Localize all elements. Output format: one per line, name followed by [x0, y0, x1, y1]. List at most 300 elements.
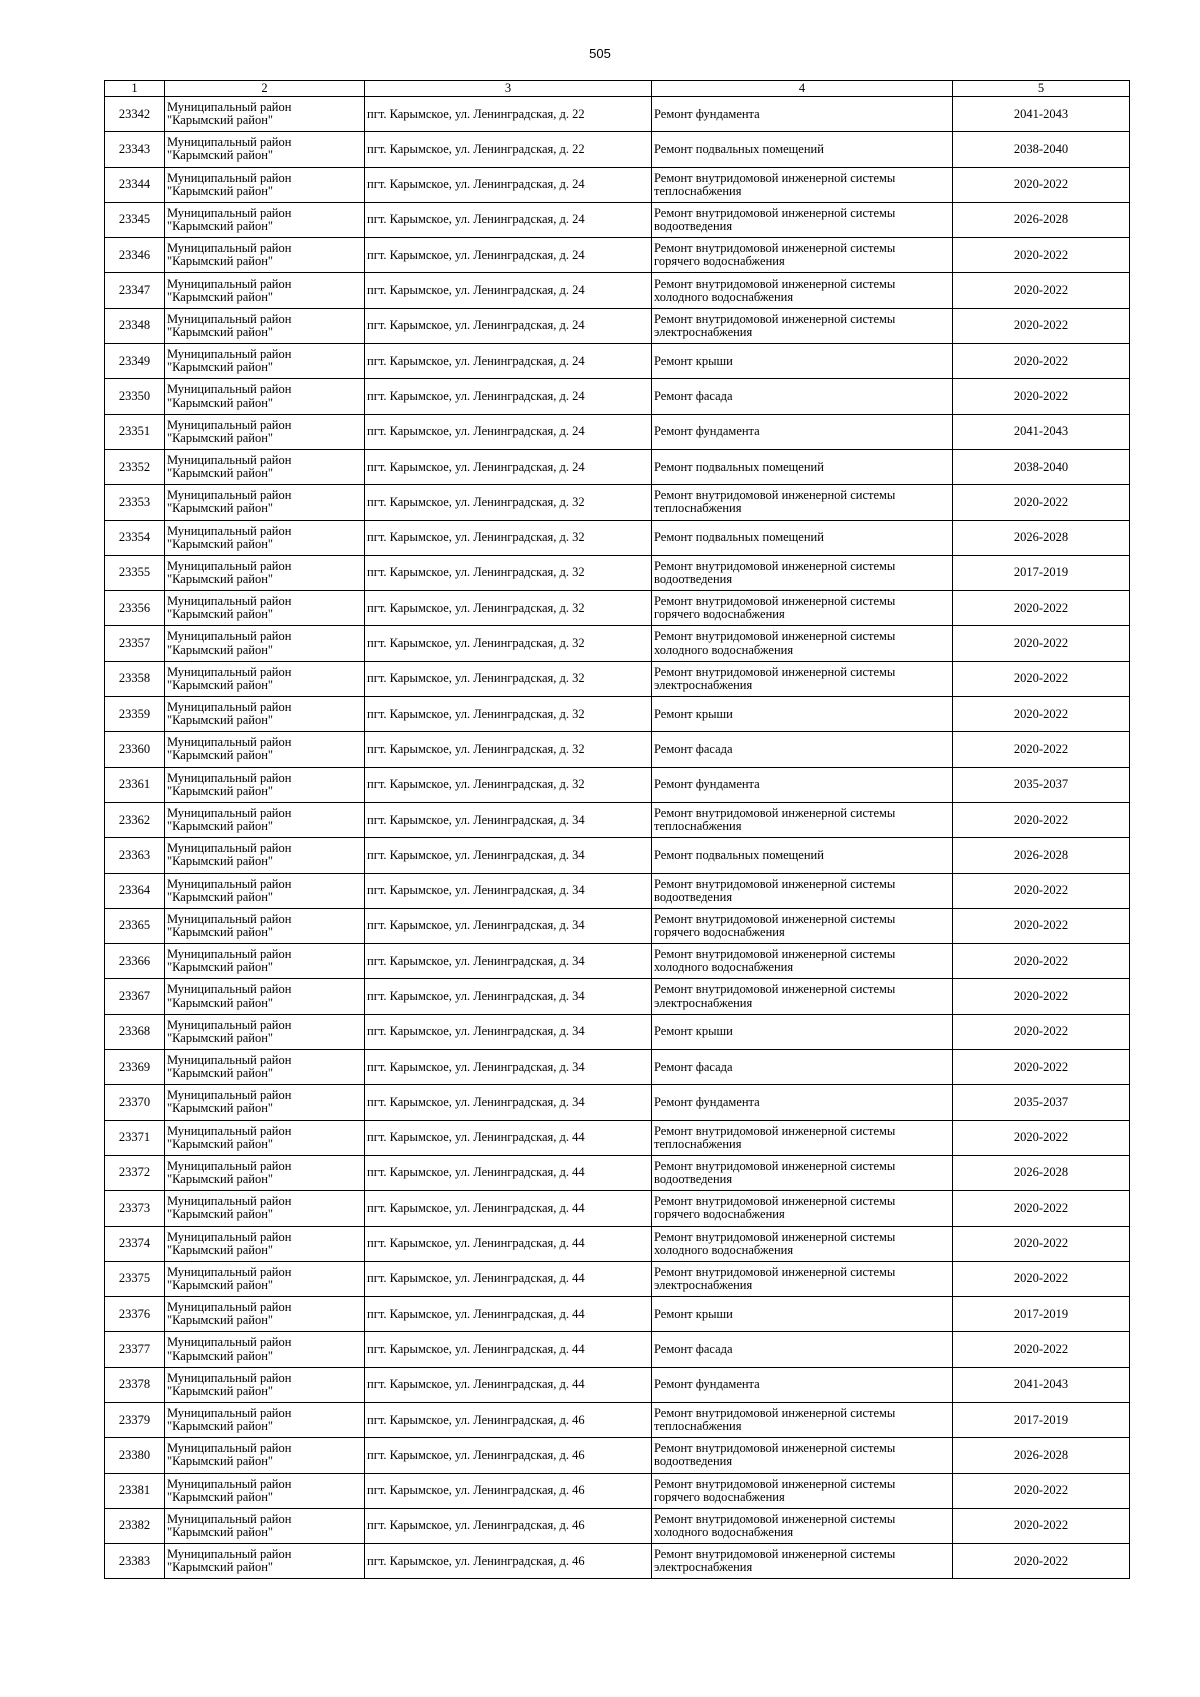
period-cell: 2020-2022 [953, 626, 1130, 661]
period-cell: 2020-2022 [953, 732, 1130, 767]
municipality-line-2: "Карымский район" [167, 1242, 274, 1257]
row-number-cell: 23374 [105, 1226, 165, 1261]
municipality-line-2: "Карымский район" [167, 572, 274, 586]
row-number-cell: 23347 [105, 273, 165, 308]
address-cell: пгт. Карымское, ул. Ленинградская, д. 44 [365, 1297, 652, 1332]
address-cell: пгт. Карымское, ул. Ленинградская, д. 24 [365, 238, 652, 273]
column-header: 4 [652, 81, 953, 97]
work-type-cell [652, 379, 953, 414]
work-type-cell [652, 944, 953, 979]
table-row [105, 873, 1130, 908]
period-cell: 2035-2037 [953, 767, 1130, 802]
table-row [105, 167, 1130, 202]
row-number-cell: 23344 [105, 167, 165, 202]
address-cell: пгт. Карымское, ул. Ленинградская, д. 24 [365, 344, 652, 379]
work-type-line-1: Ремонт внутридомовой инженерной системы [654, 1194, 896, 1209]
work-type-line-2: водоотведения [654, 1172, 733, 1187]
municipality-line-2: "Карымский район" [167, 148, 274, 163]
address-cell: пгт. Карымское, ул. Ленинградская, д. 44 [365, 1120, 652, 1155]
municipality-cell [165, 1544, 365, 1579]
municipality-cell [165, 1332, 365, 1367]
table-row [105, 1120, 1130, 1155]
row-number-cell: 23345 [105, 202, 165, 237]
municipality-cell [165, 520, 365, 555]
work-type-line-2: холодного водоснабжения [654, 289, 794, 304]
work-type-line-1: Ремонт внутридомовой инженерной системы [654, 1406, 896, 1420]
municipality-line-2: "Карымский район" [167, 324, 274, 339]
period-cell: 2020-2022 [953, 1332, 1130, 1367]
municipality-cell [165, 1226, 365, 1261]
municipality-line-1: Муниципальный район [167, 911, 292, 926]
municipality-line-1: Муниципальный район [167, 1088, 292, 1103]
municipality-cell [165, 1014, 365, 1049]
row-number-cell: 23366 [105, 944, 165, 979]
municipality-line-1: Муниципальный район [167, 417, 292, 432]
period-cell: 2020-2022 [953, 167, 1130, 202]
work-type-line-1: Ремонт внутридомовой инженерной системы [654, 1123, 896, 1138]
address-cell: пгт. Карымское, ул. Ленинградская, д. 22 [365, 132, 652, 167]
work-type-line-1: Ремонт крыши [654, 1306, 733, 1321]
address-cell: пгт. Карымское, ул. Ленинградская, д. 46 [365, 1402, 652, 1437]
work-type-cell [652, 1226, 953, 1261]
work-type-line-1: Ремонт внутридомовой инженерной системы [654, 241, 896, 256]
work-type-cell [652, 520, 953, 555]
municipality-line-2: "Карымский район" [167, 1136, 274, 1151]
work-type-line-1: Ремонт внутридомовой инженерной системы [654, 947, 896, 962]
municipality-line-1: Муниципальный район [167, 1547, 292, 1562]
period-cell: 2020-2022 [953, 1261, 1130, 1296]
work-type-line-2: электроснабжения [654, 324, 753, 339]
work-type-line-2: горячего водоснабжения [654, 1489, 785, 1504]
table-row [105, 1050, 1130, 1085]
table-row [105, 802, 1130, 837]
municipality-line-2: "Карымский район" [167, 466, 274, 481]
work-type-cell [652, 838, 953, 873]
address-cell: пгт. Карымское, ул. Ленинградская, д. 24 [365, 449, 652, 484]
work-type-cell [652, 344, 953, 379]
address-cell: пгт. Карымское, ул. Ленинградская, д. 34 [365, 908, 652, 943]
municipality-line-2: "Карымский район" [167, 1525, 274, 1540]
row-number-cell: 23350 [105, 379, 165, 414]
municipality-line-1: Муниципальный район [167, 947, 292, 962]
work-type-cell [652, 802, 953, 837]
work-type-line-2: теплоснабжения [654, 183, 742, 198]
municipality-cell [165, 873, 365, 908]
address-cell: пгт. Карымское, ул. Ленинградская, д. 46 [365, 1508, 652, 1543]
address-cell: пгт. Карымское, ул. Ленинградская, д. 44 [365, 1261, 652, 1296]
table-row [105, 308, 1130, 343]
municipality-cell [165, 1085, 365, 1120]
row-number-cell: 23379 [105, 1402, 165, 1437]
municipality-line-1: Муниципальный район [167, 841, 292, 856]
row-number-cell: 23359 [105, 697, 165, 732]
table-row [105, 1367, 1130, 1402]
address-cell: пгт. Карымское, ул. Ленинградская, д. 32 [365, 732, 652, 767]
municipality-line-2: "Карымский район" [167, 501, 274, 516]
municipality-line-1: Муниципальный район [167, 276, 292, 291]
table-row [105, 520, 1130, 555]
period-cell: 2020-2022 [953, 344, 1130, 379]
municipality-cell [165, 661, 365, 696]
municipality-cell [165, 944, 365, 979]
work-type-line-1: Ремонт подвальных помещений [654, 530, 824, 545]
period-cell: 2020-2022 [953, 661, 1130, 696]
municipality-cell [165, 732, 365, 767]
period-cell: 2020-2022 [953, 591, 1130, 626]
table-row [105, 1402, 1130, 1437]
municipality-line-1: Муниципальный район [167, 205, 292, 220]
municipality-line-1: Муниципальный район [167, 1335, 292, 1350]
municipality-cell [165, 344, 365, 379]
address-cell: пгт. Карымское, ул. Ленинградская, д. 46 [365, 1544, 652, 1579]
period-cell: 2020-2022 [953, 1120, 1130, 1155]
row-number-cell: 23368 [105, 1014, 165, 1049]
municipality-line-1: Муниципальный район [167, 664, 292, 679]
address-cell: пгт. Карымское, ул. Ленинградская, д. 24 [365, 379, 652, 414]
row-number-cell: 23349 [105, 344, 165, 379]
municipality-line-2: "Карымский район" [167, 1313, 274, 1328]
municipality-line-2: "Карымский район" [167, 819, 274, 834]
work-type-cell [652, 1438, 953, 1473]
work-type-cell [652, 1508, 953, 1543]
work-type-cell [652, 1402, 953, 1437]
table-row [105, 202, 1130, 237]
table-row [105, 1508, 1130, 1543]
work-type-cell [652, 873, 953, 908]
page-number: 505 [589, 46, 611, 61]
work-type-line-1: Ремонт внутридомовой инженерной системы [654, 1441, 896, 1456]
address-cell: пгт. Карымское, ул. Ленинградская, д. 34 [365, 1085, 652, 1120]
row-number-cell: 23375 [105, 1261, 165, 1296]
address-cell: пгт. Карымское, ул. Ленинградская, д. 32 [365, 555, 652, 590]
column-header: 5 [953, 81, 1130, 97]
municipality-line-1: Муниципальный район [167, 982, 292, 997]
municipality-line-2: "Карымский район" [167, 1489, 274, 1504]
work-type-line-1: Ремонт внутридомовой инженерной системы [654, 1264, 896, 1279]
municipality-cell [165, 1050, 365, 1085]
work-type-cell [652, 767, 953, 802]
period-cell: 2020-2022 [953, 1544, 1130, 1579]
municipality-line-1: Муниципальный район [167, 241, 292, 256]
work-type-cell [652, 908, 953, 943]
work-type-line-2: водоотведения [654, 889, 733, 904]
work-type-line-1: Ремонт внутридомовой инженерной системы [654, 1158, 896, 1173]
work-type-line-2: электроснабжения [654, 677, 753, 692]
period-cell: 2038-2040 [953, 449, 1130, 484]
table-row [105, 1014, 1130, 1049]
municipality-line-2: "Карымский район" [167, 783, 274, 798]
municipality-line-1: Муниципальный район [167, 382, 292, 397]
municipality-line-1: Муниципальный район [167, 1370, 292, 1385]
work-type-line-2: горячего водоснабжения [654, 607, 785, 622]
table-row [105, 132, 1130, 167]
work-type-cell [652, 697, 953, 732]
municipality-line-2: "Карымский район" [167, 642, 274, 657]
address-cell: пгт. Карымское, ул. Ленинградская, д. 22 [365, 97, 652, 132]
municipality-cell [165, 1261, 365, 1296]
table-row [105, 979, 1130, 1014]
municipality-cell [165, 238, 365, 273]
municipality-line-2: "Карымский район" [167, 1419, 274, 1434]
row-number-cell: 23383 [105, 1544, 165, 1579]
municipality-line-2: "Карымский район" [167, 289, 274, 304]
table-row [105, 1473, 1130, 1508]
municipality-line-1: Муниципальный район [167, 170, 292, 185]
municipality-line-1: Муниципальный район [167, 1300, 292, 1315]
table-row [105, 661, 1130, 696]
work-type-cell [652, 1085, 953, 1120]
address-cell: пгт. Карымское, ул. Ленинградская, д. 32 [365, 661, 652, 696]
table-row [105, 1155, 1130, 1190]
work-type-line-2: водоотведения [654, 1454, 733, 1469]
work-type-line-1: Ремонт внутридомовой инженерной системы [654, 488, 896, 503]
work-type-line-1: Ремонт крыши [654, 353, 733, 368]
municipality-cell [165, 626, 365, 661]
municipality-line-2: "Карымский район" [167, 183, 274, 198]
address-cell: пгт. Карымское, ул. Ленинградская, д. 34 [365, 802, 652, 837]
address-cell: пгт. Карымское, ул. Ленинградская, д. 46 [365, 1473, 652, 1508]
municipality-line-1: Муниципальный район [167, 805, 292, 820]
work-type-line-1: Ремонт внутридомовой инженерной системы [654, 1229, 896, 1244]
work-type-line-1: Ремонт фундамента [654, 1377, 760, 1392]
work-type-line-1: Ремонт внутридомовой инженерной системы [654, 205, 896, 220]
period-cell: 2026-2028 [953, 838, 1130, 873]
work-type-line-1: Ремонт внутридомовой инженерной системы [654, 594, 896, 609]
municipality-cell [165, 485, 365, 520]
municipality-cell [165, 167, 365, 202]
row-number-cell: 23348 [105, 308, 165, 343]
work-type-line-1: Ремонт внутридомовой инженерной системы [654, 1511, 896, 1526]
municipality-line-2: "Карымский район" [167, 395, 274, 410]
work-type-cell [652, 238, 953, 273]
address-cell: пгт. Карымское, ул. Ленинградская, д. 24 [365, 273, 652, 308]
work-type-line-1: Ремонт внутридомовой инженерной системы [654, 276, 896, 291]
work-type-line-2: холодного водоснабжения [654, 960, 794, 975]
table-row [105, 449, 1130, 484]
table-row [105, 1438, 1130, 1473]
address-cell: пгт. Карымское, ул. Ленинградская, д. 24 [365, 414, 652, 449]
work-type-line-1: Ремонт подвальных помещений [654, 459, 824, 474]
municipality-cell [165, 591, 365, 626]
period-cell: 2020-2022 [953, 1508, 1130, 1543]
municipality-cell [165, 273, 365, 308]
row-number-cell: 23353 [105, 485, 165, 520]
work-type-line-1: Ремонт фундамента [654, 106, 760, 121]
municipality-line-2: "Карымский район" [167, 960, 274, 975]
work-type-cell [652, 1014, 953, 1049]
municipality-line-1: Муниципальный район [167, 735, 292, 750]
work-type-line-2: водоотведения [654, 572, 733, 586]
period-cell: 2026-2028 [953, 1155, 1130, 1190]
work-type-line-1: Ремонт внутридомовой инженерной системы [654, 664, 896, 679]
row-number-cell: 23369 [105, 1050, 165, 1085]
work-type-line-1: Ремонт внутридомовой инженерной системы [654, 982, 896, 997]
municipality-line-2: "Карымский район" [167, 430, 274, 445]
address-cell: пгт. Карымское, ул. Ленинградская, д. 34 [365, 838, 652, 873]
work-type-cell [652, 626, 953, 661]
address-cell: пгт. Карымское, ул. Ленинградская, д. 24 [365, 167, 652, 202]
table-row [105, 626, 1130, 661]
period-cell: 2020-2022 [953, 273, 1130, 308]
municipality-line-1: Муниципальный район [167, 488, 292, 503]
work-type-line-2: электроснабжения [654, 1277, 753, 1292]
municipality-cell [165, 1297, 365, 1332]
period-cell: 2041-2043 [953, 97, 1130, 132]
table-row [105, 344, 1130, 379]
municipality-line-2: "Карымский район" [167, 254, 274, 269]
address-cell: пгт. Карымское, ул. Ленинградская, д. 32 [365, 767, 652, 802]
municipality-cell [165, 908, 365, 943]
row-number-cell: 23362 [105, 802, 165, 837]
period-cell: 2017-2019 [953, 1297, 1130, 1332]
municipality-line-2: "Карымский район" [167, 677, 274, 692]
table-row [105, 379, 1130, 414]
work-type-line-2: холодного водоснабжения [654, 642, 794, 657]
address-cell: пгт. Карымское, ул. Ленинградская, д. 32 [365, 626, 652, 661]
table-row [105, 1297, 1130, 1332]
work-type-line-1: Ремонт внутридомовой инженерной системы [654, 629, 896, 644]
row-number-cell: 23371 [105, 1120, 165, 1155]
work-type-line-1: Ремонт подвальных помещений [654, 141, 824, 156]
table-row [105, 767, 1130, 802]
work-type-cell [652, 732, 953, 767]
table-row [105, 485, 1130, 520]
municipality-line-1: Муниципальный район [167, 700, 292, 715]
row-number-cell: 23372 [105, 1155, 165, 1190]
municipality-line-2: "Карымский район" [167, 1030, 274, 1045]
work-type-cell [652, 273, 953, 308]
municipality-cell [165, 1120, 365, 1155]
address-cell: пгт. Карымское, ул. Ленинградская, д. 34 [365, 979, 652, 1014]
work-type-cell [652, 202, 953, 237]
municipality-cell [165, 767, 365, 802]
address-cell: пгт. Карымское, ул. Ленинградская, д. 44 [365, 1332, 652, 1367]
municipality-line-2: "Карымский район" [167, 1101, 274, 1116]
work-type-line-2: теплоснабжения [654, 819, 742, 834]
row-number-cell: 23358 [105, 661, 165, 696]
work-type-cell [652, 1332, 953, 1367]
row-number-cell: 23357 [105, 626, 165, 661]
municipality-line-1: Муниципальный район [167, 770, 292, 785]
period-cell: 2041-2043 [953, 1367, 1130, 1402]
period-cell: 2026-2028 [953, 520, 1130, 555]
address-cell: пгт. Карымское, ул. Ленинградская, д. 44 [365, 1155, 652, 1190]
municipality-line-2: "Карымский район" [167, 854, 274, 869]
period-cell: 2020-2022 [953, 979, 1130, 1014]
table-body [105, 97, 1130, 1579]
work-type-cell [652, 485, 953, 520]
table-row [105, 591, 1130, 626]
work-type-line-1: Ремонт фасада [654, 388, 733, 403]
work-type-line-1: Ремонт фасада [654, 1341, 733, 1356]
municipality-line-1: Муниципальный район [167, 558, 292, 573]
work-type-cell [652, 1191, 953, 1226]
address-cell: пгт. Карымское, ул. Ленинградская, д. 44 [365, 1367, 652, 1402]
municipality-cell [165, 1473, 365, 1508]
municipality-line-1: Муниципальный район [167, 1511, 292, 1526]
period-cell: 2020-2022 [953, 802, 1130, 837]
row-number-cell: 23351 [105, 414, 165, 449]
work-type-cell [652, 1050, 953, 1085]
table-row [105, 944, 1130, 979]
row-number-cell: 23370 [105, 1085, 165, 1120]
row-number-cell: 23373 [105, 1191, 165, 1226]
table-row [105, 908, 1130, 943]
period-cell: 2020-2022 [953, 908, 1130, 943]
address-cell: пгт. Карымское, ул. Ленинградская, д. 24 [365, 202, 652, 237]
municipality-line-2: "Карымский район" [167, 748, 274, 763]
municipality-cell [165, 97, 365, 132]
work-type-line-1: Ремонт подвальных помещений [654, 847, 824, 862]
address-cell: пгт. Карымское, ул. Ленинградская, д. 34 [365, 944, 652, 979]
municipality-cell [165, 1155, 365, 1190]
municipality-line-2: "Карымский район" [167, 1172, 274, 1187]
row-number-cell: 23364 [105, 873, 165, 908]
row-number-cell: 23354 [105, 520, 165, 555]
municipality-line-2: "Карымский район" [167, 995, 274, 1010]
municipality-line-1: Муниципальный район [167, 876, 292, 891]
municipality-line-2: "Карымский район" [167, 1348, 274, 1363]
table-row [105, 238, 1130, 273]
work-type-cell [652, 661, 953, 696]
municipality-cell [165, 132, 365, 167]
period-cell: 2017-2019 [953, 555, 1130, 590]
table-row [105, 1191, 1130, 1226]
address-cell: пгт. Карымское, ул. Ленинградская, д. 32 [365, 520, 652, 555]
municipality-cell [165, 555, 365, 590]
work-type-line-1: Ремонт фундамента [654, 1094, 760, 1109]
work-type-line-1: Ремонт крыши [654, 1024, 733, 1039]
table-row [105, 97, 1130, 132]
period-cell: 2020-2022 [953, 873, 1130, 908]
municipality-line-1: Муниципальный район [167, 452, 292, 467]
address-cell: пгт. Карымское, ул. Ленинградская, д. 44 [365, 1226, 652, 1261]
work-type-cell [652, 1297, 953, 1332]
period-cell: 2020-2022 [953, 1226, 1130, 1261]
row-number-cell: 23346 [105, 238, 165, 273]
municipality-cell [165, 414, 365, 449]
table-row [105, 732, 1130, 767]
row-number-cell: 23380 [105, 1438, 165, 1473]
row-number-cell: 23342 [105, 97, 165, 132]
work-type-cell [652, 1473, 953, 1508]
row-number-cell: 23360 [105, 732, 165, 767]
table-row [105, 555, 1130, 590]
work-type-line-2: горячего водоснабжения [654, 924, 785, 939]
period-cell: 2017-2019 [953, 1402, 1130, 1437]
municipality-cell [165, 379, 365, 414]
municipality-line-2: "Карымский район" [167, 889, 274, 904]
municipality-line-2: "Карымский район" [167, 113, 274, 128]
municipality-line-2: "Карымский район" [167, 219, 274, 234]
municipality-line-1: Муниципальный район [167, 1406, 292, 1420]
work-type-line-2: теплоснабжения [654, 1136, 742, 1151]
row-number-cell: 23382 [105, 1508, 165, 1543]
municipality-line-2: "Карымский район" [167, 713, 274, 728]
period-cell: 2020-2022 [953, 697, 1130, 732]
municipality-line-1: Муниципальный район [167, 1194, 292, 1209]
municipality-line-2: "Карымский район" [167, 536, 274, 551]
period-cell: 2020-2022 [953, 944, 1130, 979]
period-cell: 2026-2028 [953, 1438, 1130, 1473]
row-number-cell: 23381 [105, 1473, 165, 1508]
column-header: 3 [365, 81, 652, 97]
municipality-cell [165, 449, 365, 484]
period-cell: 2020-2022 [953, 1191, 1130, 1226]
address-cell: пгт. Карымское, ул. Ленинградская, д. 32 [365, 485, 652, 520]
work-type-line-2: водоотведения [654, 219, 733, 234]
municipality-line-1: Муниципальный район [167, 135, 292, 150]
